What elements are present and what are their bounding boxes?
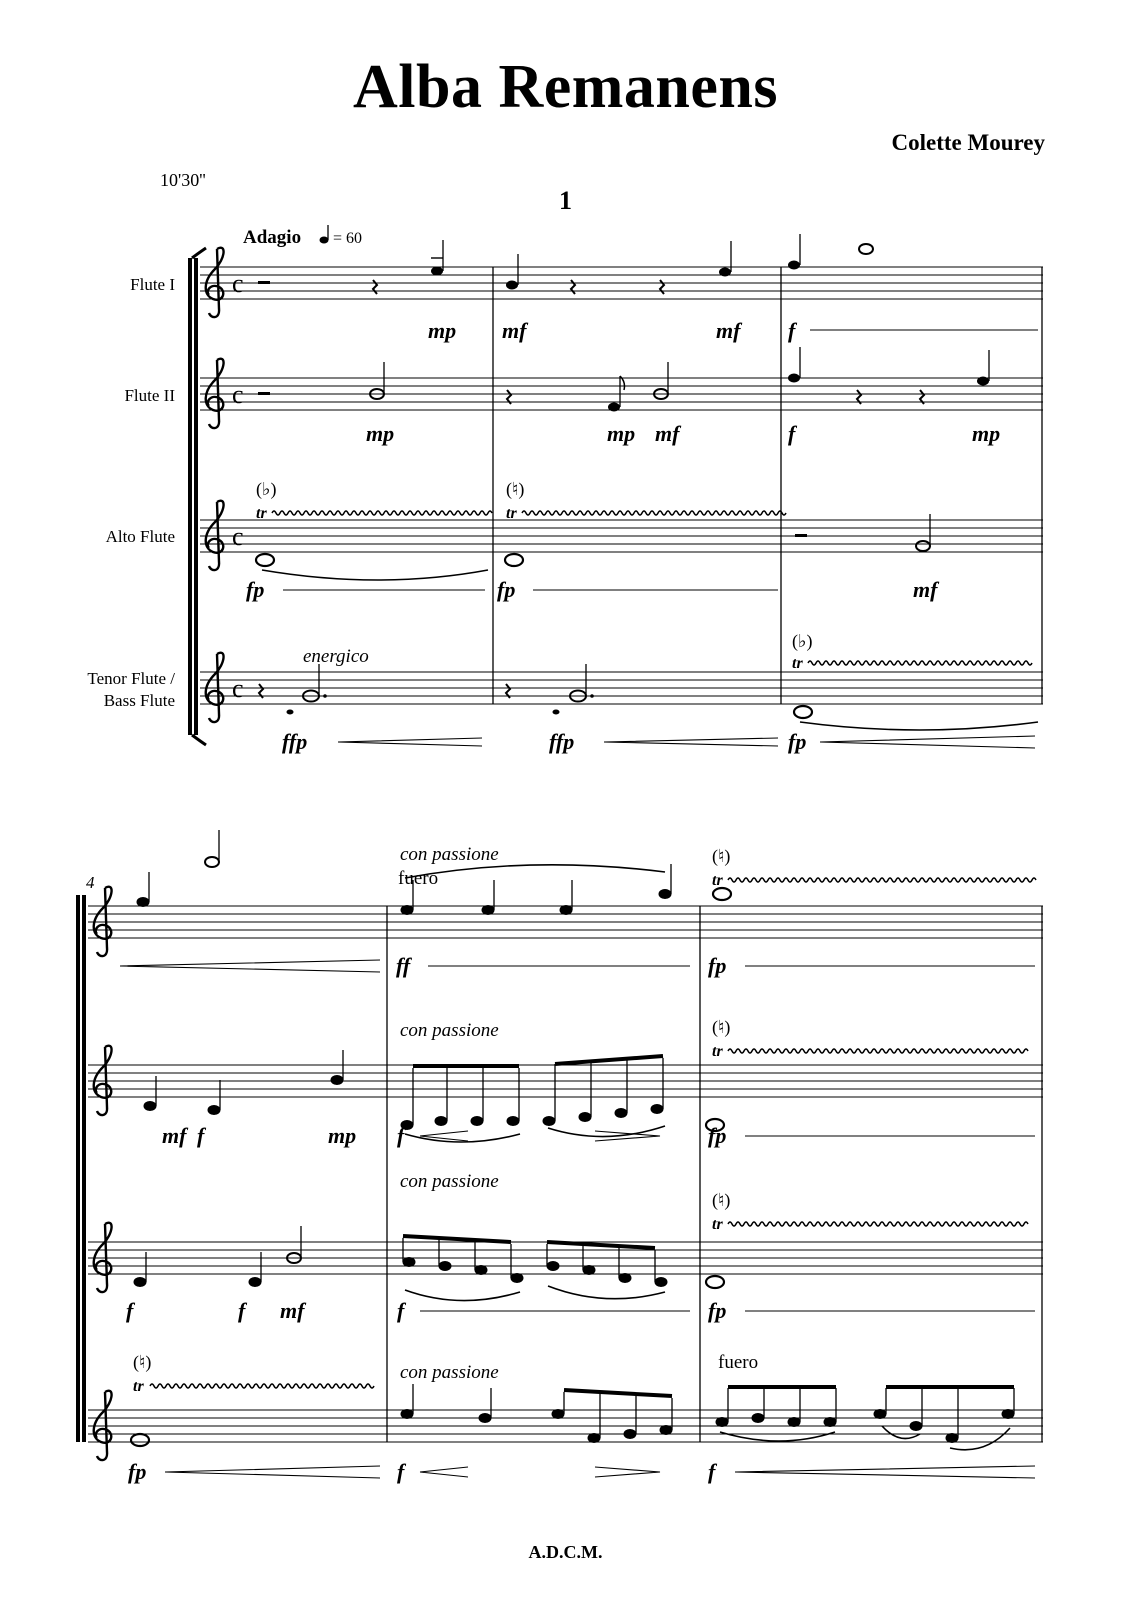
dynamic: fp bbox=[708, 953, 727, 978]
expression-fuero: fuero bbox=[718, 1352, 759, 1373]
trill-mark: tr bbox=[712, 1043, 723, 1060]
dynamic: mf bbox=[502, 318, 527, 343]
alto-trill-accidental-2: (♮) bbox=[506, 479, 525, 499]
trill-mark: tr bbox=[506, 505, 517, 522]
dynamic: fp bbox=[708, 1298, 727, 1323]
system-2 bbox=[78, 830, 1043, 1484]
instrument-label-flute-2: Flute II bbox=[124, 386, 175, 405]
trill-accidental: (♮) bbox=[712, 846, 731, 866]
dynamic: mp bbox=[328, 1123, 357, 1148]
dynamic: f bbox=[397, 1298, 405, 1323]
dynamic: f bbox=[397, 1459, 405, 1484]
dynamic: fp bbox=[497, 577, 516, 602]
dynamic: mf bbox=[655, 421, 680, 446]
trill-accidental: (♮) bbox=[712, 1017, 731, 1037]
svg-text:c: c bbox=[232, 380, 244, 409]
dynamic: f bbox=[126, 1298, 134, 1323]
dynamic: mp bbox=[607, 421, 636, 446]
dynamic: mp bbox=[428, 318, 457, 343]
tempo-value: = 60 bbox=[333, 230, 363, 247]
dynamic: mp bbox=[972, 421, 1001, 446]
svg-text:c: c bbox=[232, 522, 244, 551]
expression-con-passione: con passione bbox=[400, 1020, 499, 1041]
dynamic: mf bbox=[913, 577, 938, 602]
system-1 bbox=[190, 225, 1043, 754]
instrument-label-bass-flute: Bass Flute bbox=[103, 691, 175, 710]
dynamic: f bbox=[788, 421, 796, 446]
piece-title: Alba Remanens bbox=[352, 53, 779, 121]
trill-mark: tr bbox=[712, 1216, 723, 1233]
expression-con-passione: con passione bbox=[400, 1362, 499, 1383]
staff-tenor-flute bbox=[200, 672, 1043, 704]
staff-flute-1 bbox=[200, 267, 1043, 299]
quarter-note-icon bbox=[320, 225, 329, 244]
svg-text:c: c bbox=[232, 674, 244, 703]
trill-accidental: (♮) bbox=[712, 1190, 731, 1210]
measure-number: 4 bbox=[86, 873, 95, 892]
dynamic: f bbox=[197, 1123, 205, 1148]
dynamic: mf bbox=[162, 1123, 187, 1148]
dynamic: ffp bbox=[549, 729, 575, 754]
trill-mark: tr bbox=[256, 505, 267, 522]
trill-accidental: (♮) bbox=[133, 1352, 152, 1372]
dynamic: fp bbox=[708, 1123, 727, 1148]
dynamic: mf bbox=[716, 318, 741, 343]
dynamic: ff bbox=[396, 953, 411, 978]
alto-trill-accidental-1: (♭) bbox=[256, 479, 277, 499]
expression-con-passione: con passione bbox=[400, 844, 499, 865]
expression-con-passione: con passione bbox=[400, 1171, 499, 1192]
tempo-label: Adagio bbox=[243, 227, 302, 248]
instrument-label-alto-flute: Alto Flute bbox=[105, 527, 175, 546]
dynamic: f bbox=[788, 318, 796, 343]
composer-name: Colette Mourey bbox=[891, 130, 1045, 155]
tenor-trill-accidental: (♭) bbox=[792, 631, 813, 651]
instrument-label-flute-1: Flute I bbox=[130, 275, 175, 294]
dynamic: mp bbox=[366, 421, 395, 446]
instrument-label-tenor-flute: Tenor Flute / bbox=[87, 669, 175, 688]
dynamic: mf bbox=[280, 1298, 305, 1323]
movement-number: 1 bbox=[559, 186, 572, 215]
trill-mark: tr bbox=[133, 1378, 144, 1395]
dynamic: ffp bbox=[282, 729, 308, 754]
publisher-footer: A.D.C.M. bbox=[528, 1542, 603, 1562]
duration: 10'30'' bbox=[160, 170, 206, 190]
dynamic: fp bbox=[788, 729, 807, 754]
expression-fuero: fuero bbox=[398, 868, 439, 889]
dynamic: fp bbox=[246, 577, 265, 602]
staff-flute-2 bbox=[200, 378, 1043, 410]
dynamic: f bbox=[238, 1298, 246, 1323]
dynamic: fp bbox=[128, 1459, 147, 1484]
dynamic: f bbox=[397, 1123, 405, 1148]
trill-mark: tr bbox=[712, 872, 723, 889]
expression-energico: energico bbox=[303, 646, 369, 667]
svg-text:c: c bbox=[232, 269, 244, 298]
trill-mark: tr bbox=[792, 655, 803, 672]
dynamic: f bbox=[708, 1459, 716, 1484]
